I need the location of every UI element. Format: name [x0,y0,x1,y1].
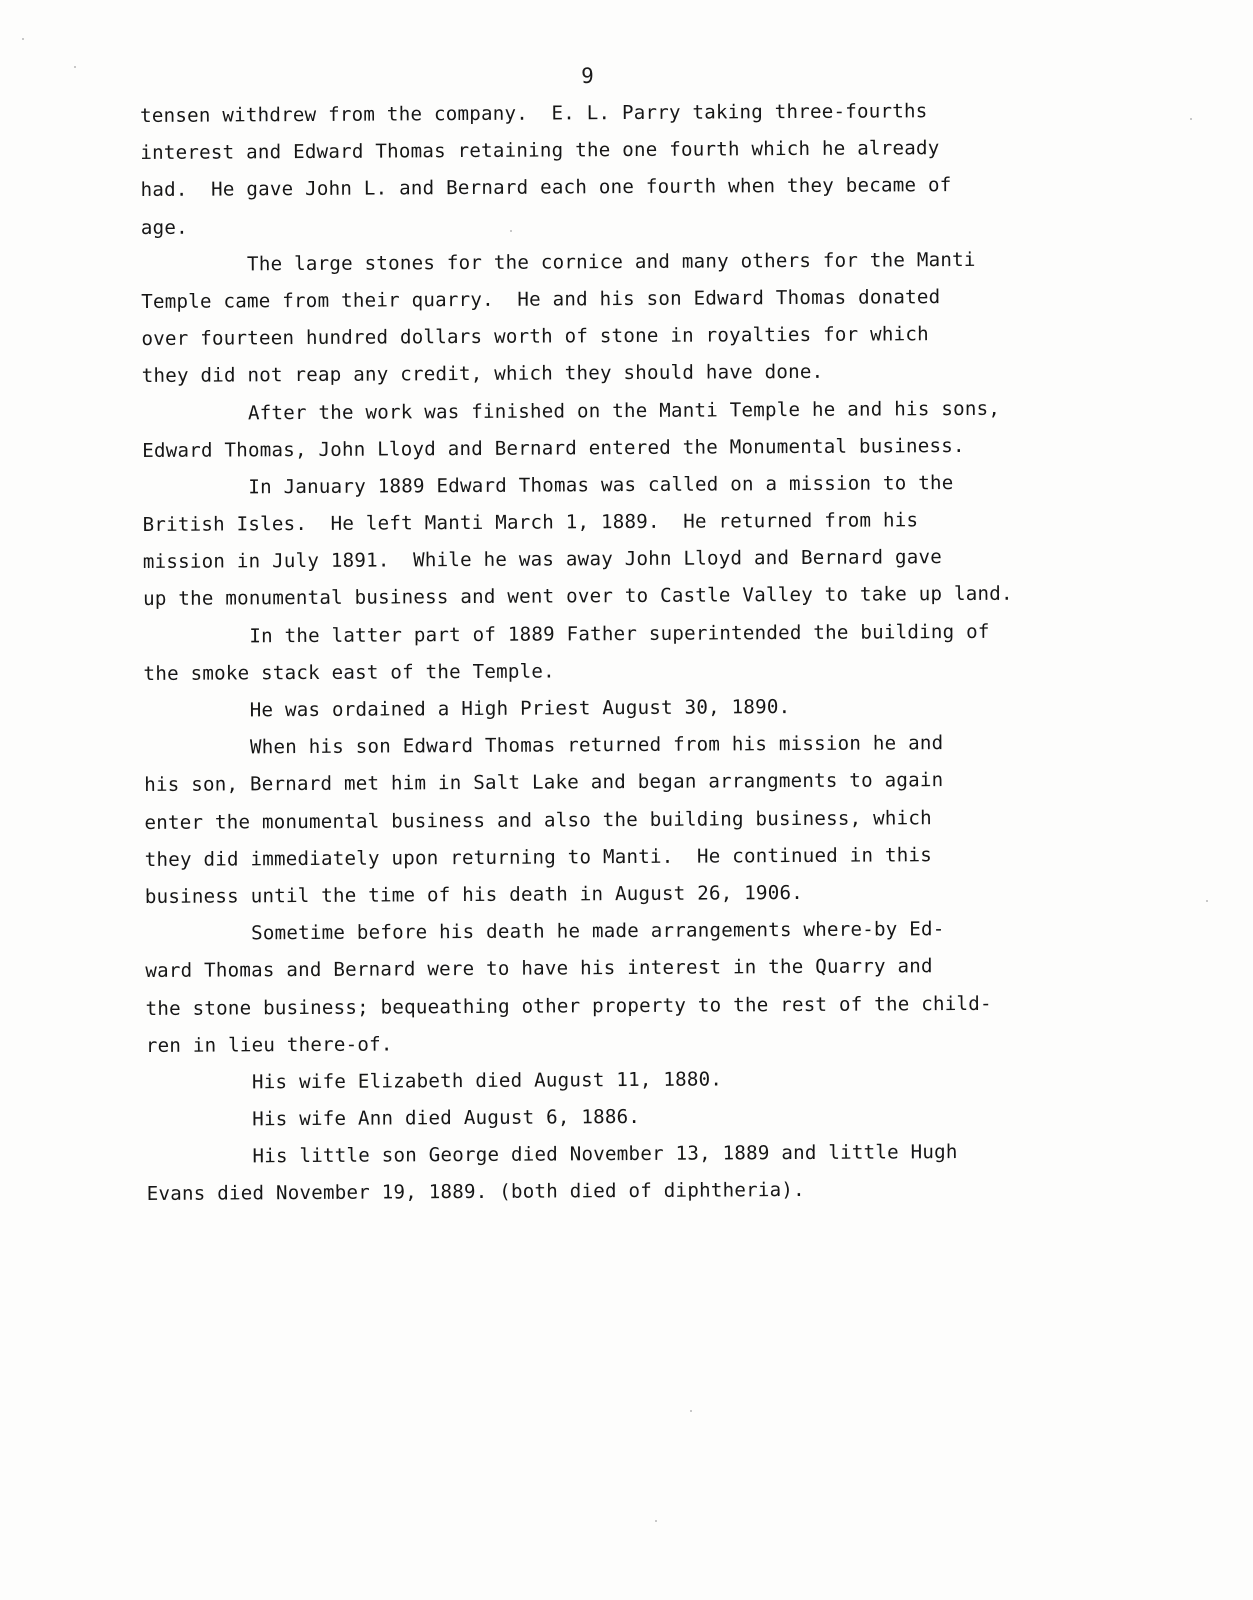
paragraph-start-line: His wife Ann died August 6, 1886. [252,1105,641,1131]
text-line: ward Thomas and Bernard were to have his interest in the Quarry and [145,954,933,983]
paragraph-start-line: When his son Edward Thomas returned from his mission he and [249,731,944,759]
text-line: business until the time of his death in August 26, 1906. [144,880,804,908]
paragraph-start-line: In the latter part of 1889 Father superintended the building of [249,619,990,647]
text-line: the smoke stack east of the Temple. [143,659,555,685]
text-line: mission in July 1891. While he was away John Lloyd and Bernard gave [142,545,943,574]
text-line: Temple came from their quarry. He and his son Edward Thomas donated [141,285,941,313]
paper-speck [74,66,76,68]
paragraph-start-line: After the work was finished on the Manti Temple he and his sons, [247,396,1001,424]
paper-speck [1190,118,1192,120]
paper-speck [690,1410,692,1412]
text-line: tensen withdrew from the company. E. L. Parry taking three-fourths [140,99,928,127]
paper-speck [1206,900,1208,902]
text-line: up the monumental business and went over to Castle Valley to take up land. [142,582,1013,611]
body-text [140,91,1147,1213]
text-line: his son, Bernard met him in Salt Lake and began arrangments to again [144,768,944,797]
text-line: over fourteen hundred dollars worth of stone in royalties for which [141,322,929,351]
text-line: Evans died November 19, 1889. (both died of diphtheria). [146,1178,805,1206]
text-line: they did not reap any credit, which they should have done. [141,360,824,388]
paragraph-start-line: Sometime before his death he made arrangements where-by Ed- [251,917,945,945]
text-line: ren in lieu there-of. [145,1032,393,1057]
paragraph-start-line: His little son George died November 13, 1889 and little Hugh [252,1140,958,1168]
paragraph-start-line: In January 1889 Edward Thomas was called on a mission to the [248,470,954,499]
text-line: had. He gave John L. and Bernard each one fourth when they became of [140,173,952,202]
text-line: Edward Thomas, John Lloyd and Bernard entered the Monumental business. [142,433,965,462]
paragraph-start-line: His wife Elizabeth died August 11, 1880. [251,1067,723,1094]
text-line: interest and Edward Thomas retaining the one fourth which he already [140,136,940,165]
paragraph-start-line: The large stones for the cornice and many others for the Manti [246,247,976,276]
text-line: enter the monumental business and also the building business, which [144,805,932,834]
text-line: age. [140,215,188,239]
paper-speck [510,230,512,232]
text-line: British Isles. He left Manti March 1, 1889. He returned from his [142,508,919,537]
text-line: the stone business; bequeathing other property to the rest of the child- [145,991,992,1020]
text-line: they did immediately upon returning to Manti. He continued in this [144,842,933,871]
paper-speck [22,38,24,40]
paragraph-start-line: He was ordained a High Priest August 30, 1890. [249,695,791,722]
page-number: 9 [581,64,594,88]
paper-speck [655,1520,657,1522]
